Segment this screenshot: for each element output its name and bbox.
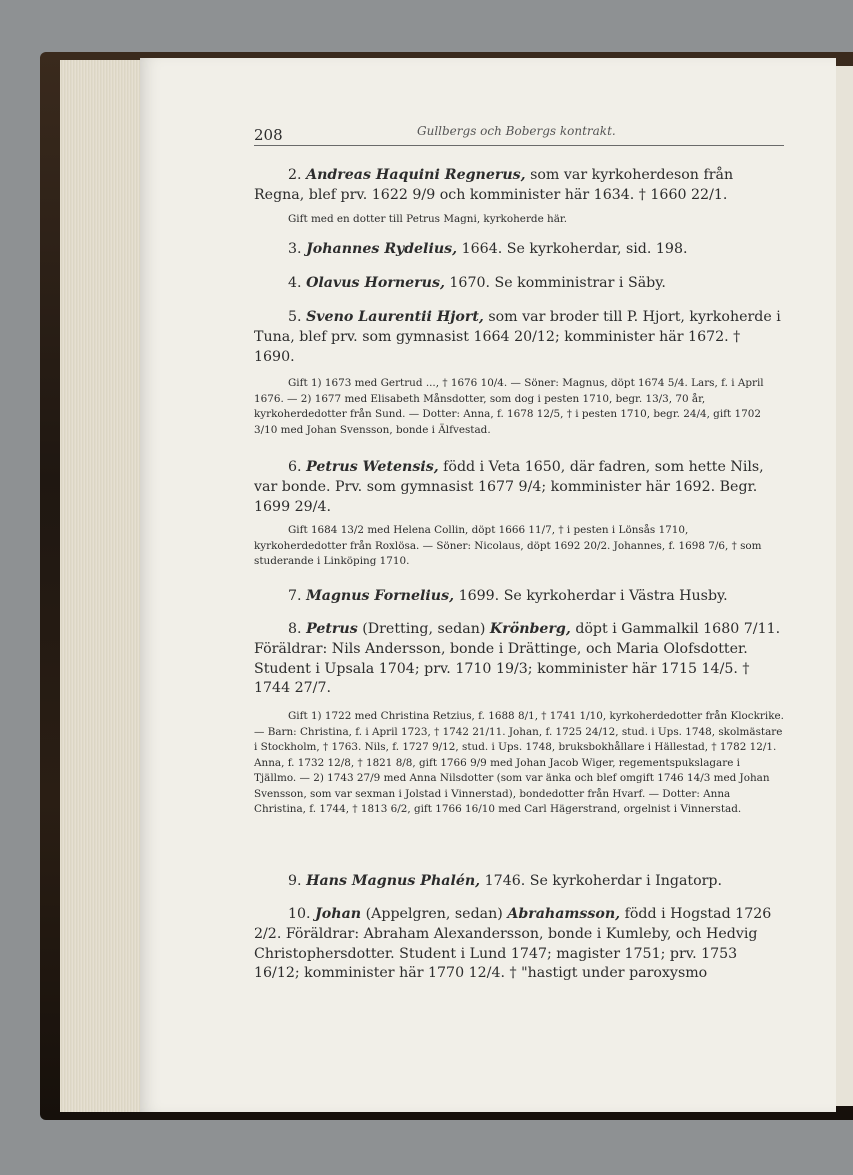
entry-text: 1746. Se kyrkoherdar i Ingatorp. <box>484 873 723 889</box>
entry-2 <box>254 166 784 206</box>
entry-text: 1664. Se kyrkoherdar, sid. 198. <box>461 241 688 257</box>
entry-name: Olavus Hornerus, <box>306 275 445 291</box>
entry-name: Johannes Rydelius, <box>306 241 458 257</box>
entry-name: Magnus Fornelius, <box>306 588 455 604</box>
entry-5 <box>254 308 784 367</box>
entry-number: 7. <box>288 588 302 604</box>
entry-text: döpt i Gammalkil 1680 7/11. Föräldrar: Nils Andersson, bonde i Drättinge, och Maria Olofsdotter. Student i Upsala 1704; prv. 1710 19/3; komminister här 1715 14/5. † 1744 27/7. <box>254 621 781 697</box>
entry-alias: (Dretting, sedan) <box>362 621 486 637</box>
entry-number: 3. <box>288 241 302 257</box>
entry-number: 6. <box>288 459 302 475</box>
entry-name: Sveno Laurentii Hjort, <box>306 309 484 325</box>
entry-surname: Abrahamsson, <box>507 906 621 922</box>
entry-number: 2. <box>288 167 302 183</box>
entry-text: född i Veta 1650, där fadren, som hette Nils, var bonde. Prv. som gymnasist 1677 9/4; komminister här 1692. Begr. 1699 29/4. <box>254 459 764 515</box>
entry-name: Andreas Haquini Regnerus, <box>306 167 526 183</box>
entry-4 <box>254 274 784 294</box>
entry-surname: Krönberg, <box>489 621 571 637</box>
entry-5-note: Gift 1) 1673 med Gertrud ..., † 1676 10/4. — Söner: Magnus, döpt 1674 5/4. Lars, f. i April 1676. — 2) 1677 med Elisabeth Månsdotter, som dog i pesten 1710, begr. 13/3, 70 år, kyrkoherdedotter från Sund. — Dotter: Anna, f. 1678 12/5, † i pesten 1710, begr. 24/4, gift 1702 3/10 med Johan Svensson, bonde i Älfvestad. <box>254 377 764 436</box>
entry-text: som var broder till P. Hjort, kyrkoherde i Tuna, blef prv. som gymnasist 1664 20/12; komminister här 1672. † 1690. <box>254 309 781 365</box>
entry-number: 5. <box>288 309 302 325</box>
entry-2-note: Gift med en dotter till Petrus Magni, kyrkoherde här. <box>288 213 568 225</box>
entry-name: Johan <box>315 906 362 922</box>
page-number: 208 <box>254 126 283 144</box>
entry-text: född i Hogstad 1726 2/2. Föräldrar: Abraham Alexandersson, bonde i Kumleby, och Hedvig Christophersdotter. Student i Lund 1747; magister 1751; prv. 1753 16/12; komminister här 1770 12/4. † "hastigt under paroxysmo <box>254 906 772 982</box>
entry-alias: (Appelgren, sedan) <box>365 906 503 922</box>
facing-page-edge <box>836 66 853 1106</box>
entry-name: Petrus Wetensis, <box>306 459 439 475</box>
header-rule <box>254 145 784 146</box>
entry-number: 8. <box>288 621 302 637</box>
entry-number: 4. <box>288 275 302 291</box>
entry-text: 1670. Se komministrar i Säby. <box>449 275 666 291</box>
entry-3 <box>254 240 784 260</box>
entry-name: Petrus <box>306 621 358 637</box>
entry-10 <box>254 905 784 984</box>
entry-6 <box>254 458 784 517</box>
entry-text: som var kyrkoherdeson från Regna, blef prv. 1622 9/9 och komminister här 1634. † 1660 22/1. <box>254 167 734 203</box>
running-title: Gullbergs och Bobergs kontrakt. <box>417 124 616 138</box>
entry-8-note: Gift 1) 1722 med Christina Retzius, f. 1688 8/1, † 1741 1/10, kyrkoherdedotter från Klockrike. — Barn: Christina, f. i April 1723, † 1742 21/11. Johan, f. 1725 24/12, stud. i Ups. 1748, skolmästare i Stockholm, † 1763. Nils, f. 1727 9/12, stud. i Ups. 1748, bruksbokhållare i Hällestad, † 1782 12/1. Anna, f. 1732 12/8, † 1821 8/8, gift 1766 9/9 med Johan Jacob Wiger, regementspukslagare i Tjällmo. — 2) 1743 27/9 med Anna Nilsdotter (som var änka och blef omgift 1746 14/3 med Johan Svensson, som var sexman i Jolstad i Vinnerstad), bondedotter från Hvarf. — Dotter: Anna Christina, f. 1744, † 1813 6/2, gift 1766 16/10 med Carl Hägerstrand, orgelnist i Vinnerstad. <box>254 710 784 815</box>
entry-9 <box>254 872 784 892</box>
entry-8 <box>254 620 784 699</box>
entry-text: 1699. Se kyrkoherdar i Västra Husby. <box>458 588 728 604</box>
page-edges <box>60 60 151 1112</box>
entry-7 <box>254 587 784 607</box>
entry-number: 10. <box>288 906 311 922</box>
entry-name: Hans Magnus Phalén, <box>306 873 481 889</box>
entry-6-note: Gift 1684 13/2 med Helena Collin, döpt 1666 11/7, † i pesten i Lönsås 1710, kyrkoherdedotter från Roxlösa. — Söner: Nicolaus, döpt 1692 20/2. Johannes, f. 1698 7/6, † som studerande i Linköping 1710. <box>254 524 762 567</box>
entry-number: 9. <box>288 873 302 889</box>
